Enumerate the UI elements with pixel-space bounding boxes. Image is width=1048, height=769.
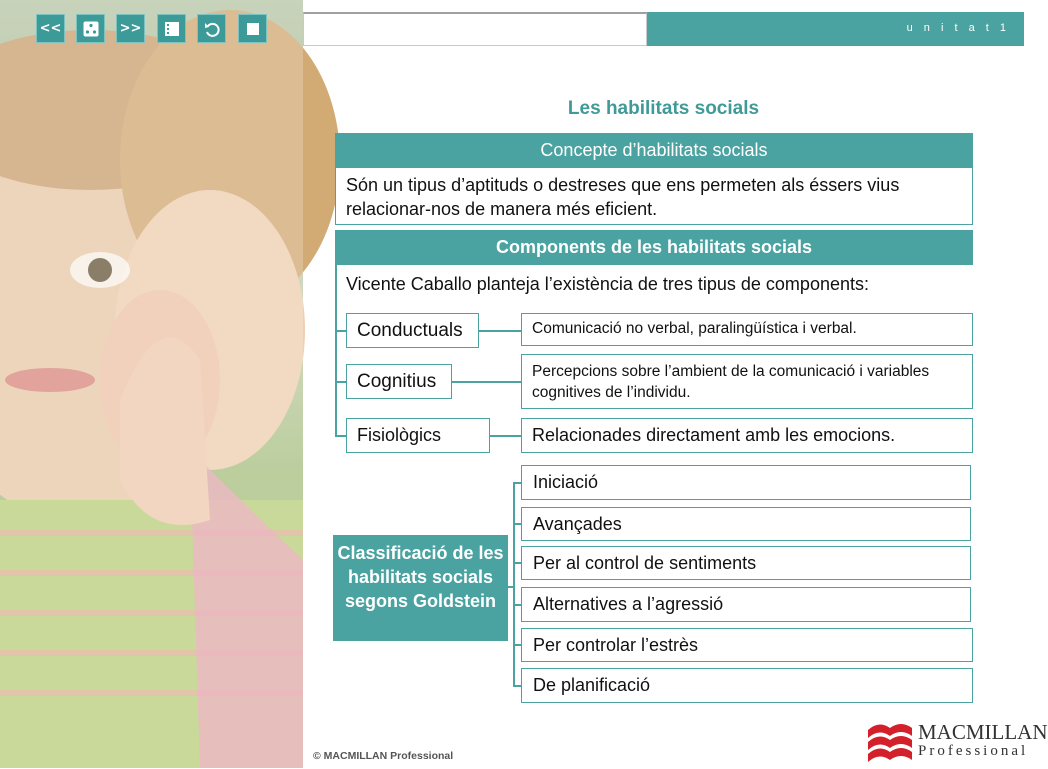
connector xyxy=(479,330,521,332)
connector xyxy=(513,523,521,525)
concept-heading: Concepte d’habilitats socials xyxy=(335,133,973,168)
undo-icon xyxy=(203,20,221,38)
previous-button[interactable] xyxy=(36,14,65,43)
stop-button[interactable] xyxy=(238,14,267,43)
macmillan-logo-icon xyxy=(866,720,916,764)
connector xyxy=(452,381,521,383)
connector xyxy=(513,685,521,687)
header-bar xyxy=(647,12,1024,46)
classification-tree-line xyxy=(513,482,515,686)
list-icon xyxy=(164,21,180,37)
logo-word-macmillan: MACMILLAN xyxy=(918,720,1048,744)
unit-label: u n i t a t 1 xyxy=(906,22,1010,34)
previous-label: << xyxy=(39,21,62,36)
stop-icon xyxy=(246,22,260,36)
connector xyxy=(513,604,521,606)
page-title: Les habilitats socials xyxy=(567,98,760,119)
classification-item: De planificació xyxy=(521,668,973,703)
photo-veil xyxy=(0,0,303,768)
concept-text: Són un tipus d’aptituds o destreses que ens permeten als éssers vius relacionar-nos de manera més eficient. xyxy=(335,167,973,225)
connector xyxy=(335,330,346,332)
classification-item: Alternatives a l’agressió xyxy=(521,587,971,622)
cover-photo xyxy=(0,0,303,768)
component-label: Conductuals xyxy=(346,313,479,348)
classification-label: Classificació de les habilitats socials segons Goldstein xyxy=(333,535,508,641)
classification-item: Per al control de sentiments xyxy=(521,546,971,580)
next-button[interactable] xyxy=(116,14,145,43)
classification-item: Per controlar l’estrès xyxy=(521,628,973,662)
connector xyxy=(490,435,521,437)
component-description: Comunicació no verbal, paralingüística i verbal. xyxy=(521,313,973,346)
components-intro: Vicente Caballo planteja l’existència de tres tipus de components: xyxy=(346,274,869,294)
copyright: © MACMILLAN Professional xyxy=(313,750,454,762)
connector xyxy=(513,562,521,564)
connector xyxy=(335,435,346,437)
top-white-field xyxy=(303,12,647,46)
components-tree-line xyxy=(335,265,337,437)
component-label: Fisiològics xyxy=(346,418,490,453)
component-description: Relacionades directament amb les emocions. xyxy=(521,418,973,453)
macmillan-logo xyxy=(866,720,1048,764)
component-description: Percepcions sobre l’ambient de la comunicació i variables cognitives de l’individu. xyxy=(521,354,973,409)
menu-button[interactable] xyxy=(76,14,105,43)
connector xyxy=(513,644,521,646)
next-label: >> xyxy=(119,21,142,36)
back-button[interactable] xyxy=(197,14,226,43)
classification-item: Avançades xyxy=(521,507,971,541)
connector xyxy=(513,482,521,484)
classification-item: Iniciació xyxy=(521,465,971,500)
connector xyxy=(335,381,346,383)
dice-icon xyxy=(83,21,99,37)
logo-word-professional: Professional xyxy=(918,743,1029,759)
component-label: Cognitius xyxy=(346,364,452,399)
index-button[interactable] xyxy=(157,14,186,43)
components-heading: Components de les habilitats socials xyxy=(335,230,973,265)
